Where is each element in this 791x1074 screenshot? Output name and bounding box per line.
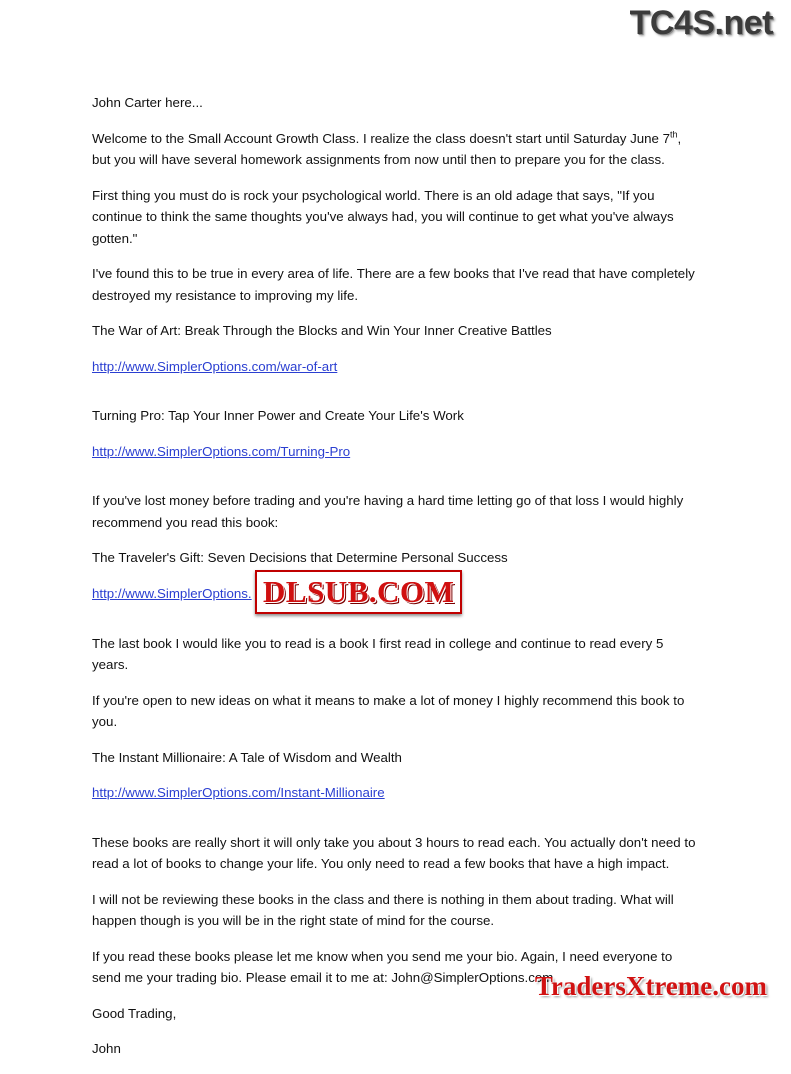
lost-money-paragraph: If you've lost money before trading and you're having a hard time letting go of that loss I would highly recommend you read this book: <box>92 493 684 530</box>
book1-title: The War of Art: Break Through the Blocks and Win Your Inner Creative Battles <box>92 323 552 339</box>
new-ideas-paragraph: If you're open to new ideas on what it means to make a lot of money I highly recommend this book to you. <box>92 692 685 730</box>
letter-body <box>92 92 698 1074</box>
book3-link-row <box>92 573 698 619</box>
last-book-paragraph: The last book I would like you to read is a book I first read in college and continue to read every 5 years. <box>92 635 664 673</box>
not-reviewing-paragraph: I will not be reviewing these books in the class and there is nothing in them about trading. What will happen though is you will be in the right state of mind for the course. <box>92 891 674 929</box>
psychological-paragraph: First thing you must do is rock your psychological world. There is an old adage that says, "If you continue to think the same thoughts you've always had, you will continue to get what you've always gotten." <box>92 187 674 246</box>
books-true-paragraph: I've found this to be true in every area of life. There are a few books that I've read that have completely destroyed my resistance to improving my life. <box>92 266 695 303</box>
dlsub-watermark: DLSUB.COM <box>255 570 462 614</box>
date-superscript: th <box>670 129 678 140</box>
tradersxtreme-watermark: TradersXtreme.com <box>534 971 767 1001</box>
book2-title: Turning Pro: Tap Your Inner Power and Create Your Life's Work <box>92 408 464 424</box>
book4-link[interactable]: http://www.SimplerOptions.com/Instant-Millionaire <box>92 785 385 801</box>
email-bio-paragraph: If you read these books please let me know when you send me your bio. Again, I need everyone to send me your trading bio. Please email it to me at: John@SimplerOptions.com <box>92 948 673 986</box>
book1-link-row <box>92 356 698 392</box>
book1-link[interactable]: http://www.SimplerOptions.com/war-of-art <box>92 358 338 374</box>
signature-paragraph: John <box>92 1041 121 1057</box>
greeting-paragraph: John Carter here... <box>92 95 203 110</box>
book4-title: The Instant Millionaire: A Tale of Wisdom and Wealth <box>92 749 402 765</box>
welcome-text-after: , but you will have several homework assignments from now until then to prepare you for the class. <box>92 130 682 168</box>
book3-title: The Traveler's Gift: Seven Decisions that Determine Personal Success <box>92 550 508 566</box>
welcome-paragraph <box>92 128 698 171</box>
tc4s-watermark: TC4S.net <box>629 4 773 42</box>
book3-link[interactable]: http://www.SimplerOptions. <box>92 585 252 601</box>
book2-link-row <box>92 441 698 477</box>
book4-link-row <box>92 782 698 818</box>
signoff-paragraph: Good Trading, <box>92 1005 177 1021</box>
book2-link[interactable]: http://www.SimplerOptions.com/Turning-Pro <box>92 443 351 459</box>
short-books-paragraph: These books are really short it will only take you about 3 hours to read each. You actually don't need to read a lot of books to change your life. You only need to read a few books that have a high impact. <box>92 834 696 872</box>
welcome-text-before: Welcome to the Small Account Growth Class. I realize the class doesn't start until Saturday June 7 <box>92 130 671 146</box>
